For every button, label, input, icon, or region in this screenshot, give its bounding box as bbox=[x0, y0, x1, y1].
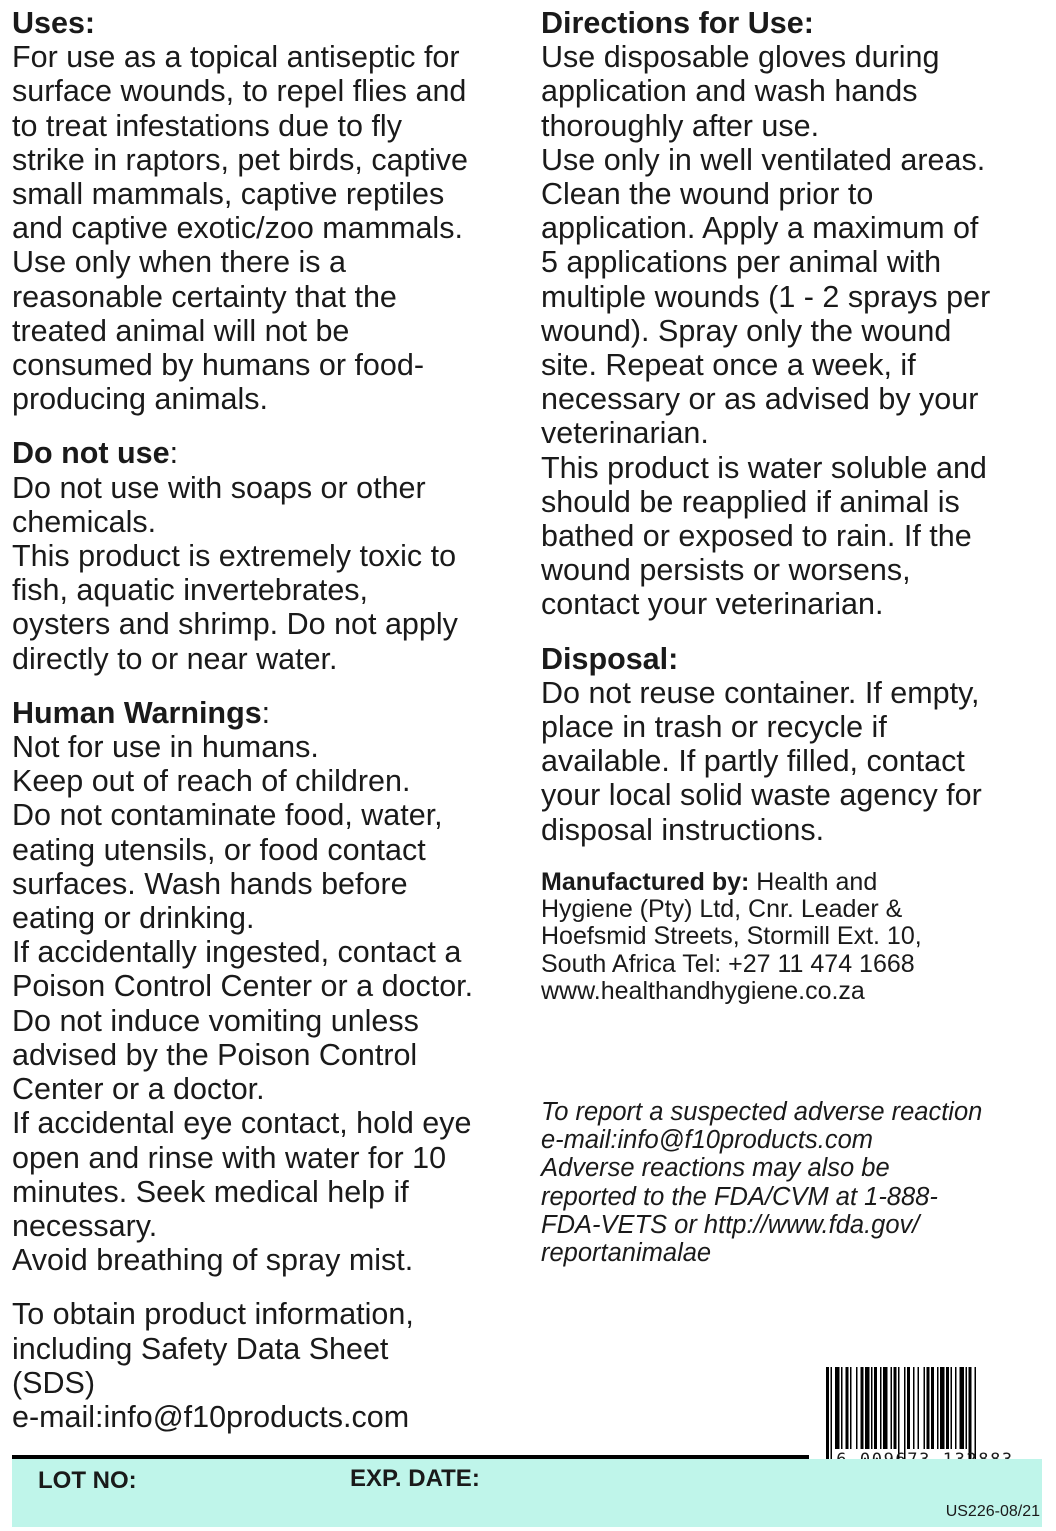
barcode-bar bbox=[880, 1367, 882, 1449]
barcode-bar bbox=[894, 1367, 897, 1449]
adverse-line: To report a suspected adverse reaction bbox=[541, 1098, 983, 1126]
do-not-use-heading-text: Do not use bbox=[12, 436, 170, 471]
adverse-line: Adverse reactions may also be bbox=[541, 1154, 890, 1183]
left-column bbox=[12, 6, 532, 1434]
right-column bbox=[541, 6, 1046, 1005]
directions-line: contact your veterinarian. bbox=[541, 587, 884, 622]
uses-line: consumed by humans or food- bbox=[12, 348, 424, 383]
manufacturer-section bbox=[541, 869, 1046, 1005]
manufacturer-website: www.healthandhygiene.co.za bbox=[541, 977, 865, 1006]
human-warnings-line: advised by the Poison Control bbox=[12, 1037, 418, 1072]
disposal-section bbox=[541, 642, 1046, 847]
manufacturer-label: Manufactured by: bbox=[541, 867, 750, 896]
barcode-bar bbox=[969, 1367, 972, 1459]
human-warnings-line: eating or drinking. bbox=[12, 901, 255, 936]
directions-line: Clean the wound prior to bbox=[541, 177, 874, 212]
directions-line: veterinarian. bbox=[541, 416, 709, 451]
human-warnings-line: If accidental eye contact, hold eye bbox=[12, 1106, 472, 1141]
adverse-line: reportanimalae bbox=[541, 1239, 712, 1268]
barcode-bar bbox=[931, 1367, 934, 1449]
uses-line: treated animal will not be bbox=[12, 313, 350, 348]
directions-line: wound persists or worsens, bbox=[541, 553, 911, 588]
manufacturer-line: Hoefsmid Streets, Stormill Ext. 10, bbox=[541, 922, 922, 951]
directions-line: This product is water soluble and bbox=[541, 450, 987, 485]
barcode-bar bbox=[865, 1367, 870, 1449]
barcode-bar bbox=[883, 1367, 888, 1449]
barcode-bar bbox=[924, 1367, 926, 1449]
do-not-use-line: fish, aquatic invertebrates, bbox=[12, 573, 369, 608]
barcode-bar bbox=[835, 1367, 840, 1449]
directions-line: site. Repeat once a week, if bbox=[541, 348, 916, 383]
human-warnings-line: eating utensils, or food contact bbox=[12, 832, 426, 867]
human-warnings-line: If accidentally ingested, contact a bbox=[12, 935, 462, 970]
lot-number-label: LOT NO: bbox=[38, 1467, 137, 1494]
directions-line: Use only in well ventilated areas. bbox=[541, 142, 986, 177]
barcode-bar bbox=[891, 1367, 893, 1449]
product-info-line: To obtain product information, bbox=[12, 1297, 414, 1332]
directions-heading: Directions for Use: bbox=[541, 6, 814, 40]
barcode-bar bbox=[955, 1367, 957, 1449]
heading-colon: : bbox=[169, 436, 179, 471]
section-gap bbox=[541, 622, 1046, 642]
directions-line: application and wash hands bbox=[541, 74, 918, 109]
expiry-date-label: EXP. DATE: bbox=[350, 1465, 480, 1492]
human-warnings-section bbox=[12, 696, 532, 1277]
uses-line: For use as a topical antiseptic for bbox=[12, 40, 460, 75]
do-not-use-section bbox=[12, 436, 532, 675]
human-warnings-line: open and rinse with water for 10 bbox=[12, 1140, 447, 1175]
human-warnings-line: surfaces. Wash hands before bbox=[12, 866, 408, 901]
human-warnings-line: Do not induce vomiting unless bbox=[12, 1003, 419, 1038]
label-version-code: US226-08/21 bbox=[945, 1503, 1040, 1520]
uses-line: Use only when there is a bbox=[12, 245, 346, 280]
human-warnings-line: necessary. bbox=[12, 1208, 158, 1243]
directions-line: application. Apply a maximum of bbox=[541, 211, 979, 246]
barcode-bar bbox=[846, 1367, 849, 1449]
uses-line: producing animals. bbox=[12, 382, 269, 417]
human-warnings-line: Not for use in humans. bbox=[12, 730, 319, 765]
barcode-bar bbox=[841, 1367, 843, 1449]
do-not-use-line: directly to or near water. bbox=[12, 641, 338, 676]
barcode-bar bbox=[927, 1367, 930, 1449]
adverse-line: reported to the FDA/CVM at 1-888- bbox=[541, 1182, 938, 1211]
barcode-bar bbox=[874, 1367, 877, 1449]
human-warnings-line: Keep out of reach of children. bbox=[12, 764, 411, 799]
barcode-bar bbox=[898, 1367, 900, 1459]
manufacturer-first-line bbox=[541, 869, 1046, 896]
manufacturer-name-start: Health and bbox=[749, 867, 878, 896]
product-info-line: (SDS) bbox=[12, 1365, 96, 1400]
disposal-line: available. If partly filled, contact bbox=[541, 744, 965, 779]
directions-line: should be reapplied if animal is bbox=[541, 484, 960, 519]
barcode-bar bbox=[826, 1367, 829, 1459]
barcode bbox=[812, 1363, 1038, 1473]
disposal-heading: Disposal: bbox=[541, 641, 679, 676]
uses-section bbox=[12, 6, 532, 416]
barcode-bar bbox=[940, 1367, 945, 1449]
barcode-bar bbox=[966, 1367, 968, 1449]
barcode-bar bbox=[975, 1367, 977, 1459]
section-gap bbox=[12, 416, 532, 436]
directions-line: bathed or exposed to rain. If the bbox=[541, 519, 972, 554]
directions-line: multiple wounds (1 - 2 sprays per bbox=[541, 279, 991, 314]
barcode-bars bbox=[826, 1367, 1024, 1459]
adverse-reaction-section bbox=[541, 1098, 1051, 1267]
uses-line: and captive exotic/zoo mammals. bbox=[12, 211, 463, 246]
directions-line: 5 applications per animal with bbox=[541, 245, 942, 280]
human-warnings-line: Do not contaminate food, water, bbox=[12, 798, 443, 833]
directions-section bbox=[541, 6, 1046, 622]
directions-line: Use disposable gloves during bbox=[541, 40, 940, 75]
uses-heading: Uses: bbox=[12, 6, 96, 40]
uses-line: small mammals, captive reptiles bbox=[12, 177, 445, 212]
adverse-line: FDA-VETS or http://www.fda.gov/ bbox=[541, 1210, 920, 1239]
section-gap bbox=[12, 676, 532, 696]
human-warnings-line: Poison Control Center or a doctor. bbox=[12, 969, 474, 1004]
do-not-use-line: oysters and shrimp. Do not apply bbox=[12, 607, 458, 642]
barcode-bar bbox=[946, 1367, 949, 1449]
do-not-use-heading bbox=[12, 436, 532, 470]
human-warnings-line: Center or a doctor. bbox=[12, 1072, 265, 1107]
product-info-email: e-mail:info@f10products.com bbox=[12, 1399, 410, 1434]
human-warnings-line: minutes. Seek medical help if bbox=[12, 1174, 409, 1209]
manufacturer-line: South Africa Tel: +27 11 474 1668 bbox=[541, 949, 915, 978]
barcode-bar bbox=[831, 1367, 833, 1459]
heading-colon: : bbox=[261, 695, 271, 730]
barcode-bar bbox=[856, 1367, 858, 1449]
uses-line: reasonable certainty that the bbox=[12, 279, 397, 314]
barcode-bar bbox=[871, 1367, 873, 1449]
directions-line: necessary or as advised by your bbox=[541, 382, 979, 417]
disposal-line: place in trash or recycle if bbox=[541, 710, 887, 745]
do-not-use-line: Do not use with soaps or other bbox=[12, 470, 426, 505]
barcode-bar bbox=[907, 1367, 910, 1449]
barcode-bar bbox=[861, 1367, 864, 1449]
do-not-use-line: This product is extremely toxic to bbox=[12, 539, 457, 574]
directions-line: thoroughly after use. bbox=[541, 108, 820, 143]
uses-line: surface wounds, to repel flies and bbox=[12, 74, 467, 109]
barcode-bar bbox=[918, 1367, 920, 1449]
disposal-line: your local solid waste agency for bbox=[541, 778, 982, 813]
section-gap bbox=[12, 1277, 532, 1297]
disposal-line: disposal instructions. bbox=[541, 812, 825, 847]
barcode-bar bbox=[951, 1367, 953, 1449]
uses-line: strike in raptors, pet birds, captive bbox=[12, 142, 468, 177]
barcode-bar bbox=[913, 1367, 915, 1449]
manufacturer-line: Hygiene (Pty) Ltd, Cnr. Leader & bbox=[541, 895, 903, 924]
product-info-line: including Safety Data Sheet bbox=[12, 1331, 389, 1366]
product-info-section bbox=[12, 1297, 532, 1434]
do-not-use-line: chemicals. bbox=[12, 504, 157, 539]
disposal-line: Do not reuse container. If empty, bbox=[541, 675, 980, 710]
barcode-bar bbox=[937, 1367, 939, 1449]
barcode-bar bbox=[960, 1367, 965, 1449]
barcode-bar bbox=[850, 1367, 852, 1449]
uses-line: to treat infestations due to fly bbox=[12, 108, 402, 143]
lot-exp-footer bbox=[12, 1459, 1042, 1527]
human-warnings-heading-text: Human Warnings bbox=[12, 695, 262, 730]
directions-line: wound). Spray only the wound bbox=[541, 313, 952, 348]
barcode-bar bbox=[904, 1367, 906, 1459]
adverse-email: e-mail:info@f10products.com bbox=[541, 1126, 874, 1155]
human-warnings-line: Avoid breathing of spray mist. bbox=[12, 1243, 414, 1278]
human-warnings-heading bbox=[12, 696, 532, 730]
